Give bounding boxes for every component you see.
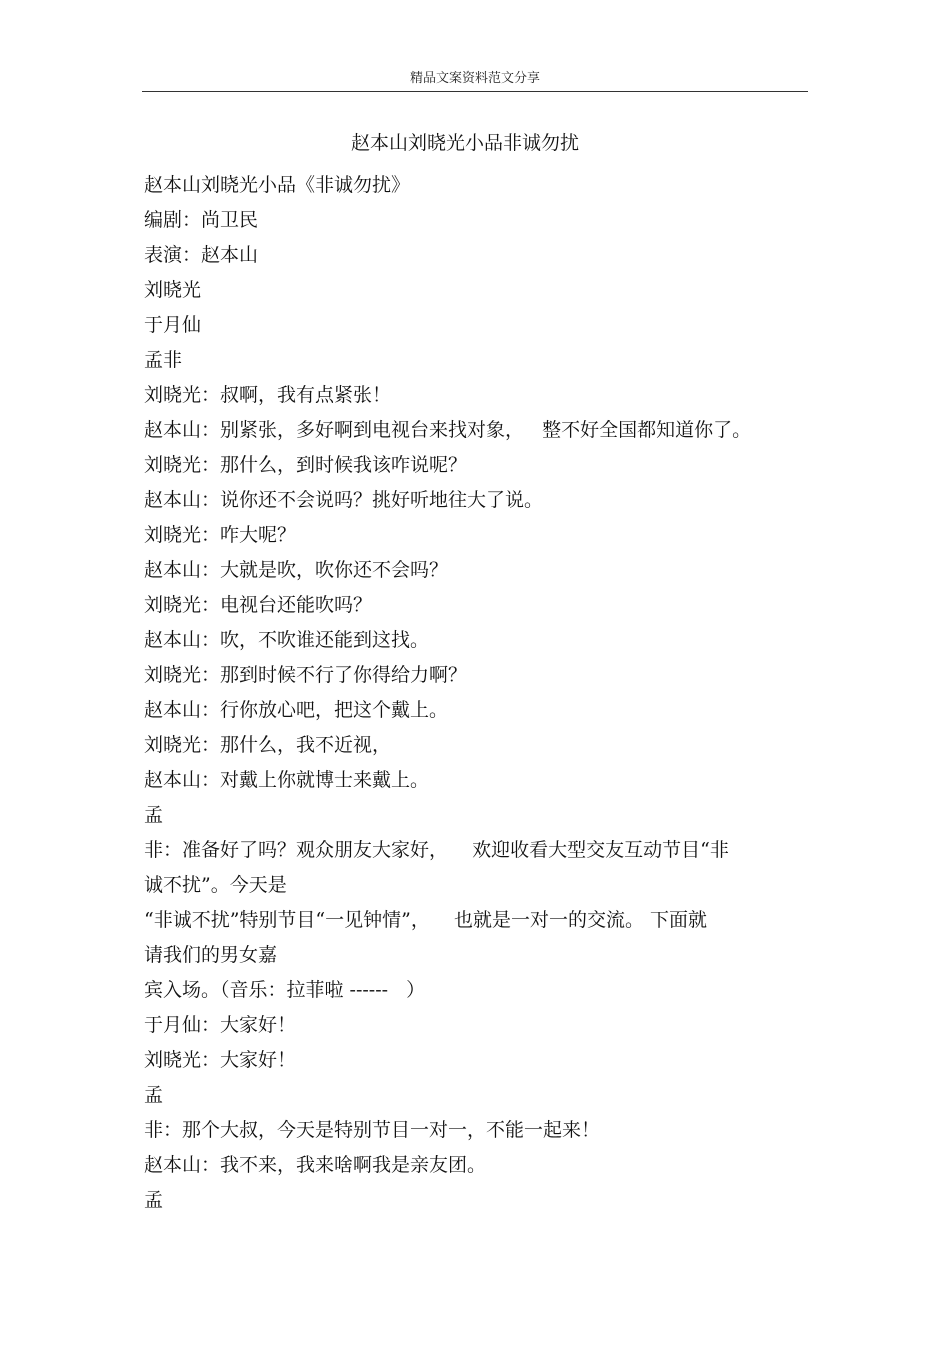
text-line: 刘晓光：那什么，我不近视， — [144, 734, 392, 756]
text-line: 赵本山刘晓光小品《非诚勿扰》 — [144, 174, 411, 196]
document-title: 赵本山刘晓光小品非诚勿扰 — [350, 132, 579, 154]
text-line: 刘晓光 — [144, 279, 202, 301]
text-line: 刘晓光：叔啊，我有点紧张！ — [144, 384, 392, 406]
text-line: 赵本山：我不来，我来啥啊我是亲友团。 — [144, 1154, 487, 1176]
text-line: 请我们的男女嘉 — [144, 944, 278, 966]
text-line: 非：那个大叔，今天是特别节目一对一，不能一起来！ — [144, 1119, 601, 1141]
text-line: 宾入场。（音乐：拉菲啦 ------ ） — [144, 979, 426, 1001]
text-line: 于月仙 — [144, 314, 202, 336]
text-line: 刘晓光：那什么，到时候我该咋说呢？ — [144, 454, 468, 476]
text-line: 赵本山：对戴上你就博士来戴上。 — [144, 769, 430, 791]
text-line: 赵本山：说你还不会说吗？挑好听地往大了说。 — [144, 489, 544, 511]
text-line: 赵本山：大就是吹，吹你还不会吗？ — [144, 559, 449, 581]
text-line: 刘晓光：电视台还能吹吗？ — [144, 594, 373, 616]
text-line: 编剧：尚卫民 — [144, 209, 259, 231]
text-line: 赵本山：吹，不吹谁还能到这找。 — [144, 629, 430, 651]
text-line: 孟 — [144, 1084, 164, 1106]
text-line: 孟 — [144, 804, 164, 826]
text-line: 刘晓光：大家好！ — [144, 1049, 297, 1071]
text-line: 刘晓光：咋大呢？ — [144, 524, 297, 546]
text-line: 诚不扰”。今天是 — [144, 874, 287, 896]
header-divider — [142, 91, 808, 92]
text-line: “非诚不扰”特别节目“一见钟情”， 也就是一对一的交流。 下面就 — [144, 909, 708, 931]
text-line: 非：准备好了吗？观众朋友大家好， 欢迎收看大型交友互动节目“非 — [144, 839, 729, 861]
text-line: 赵本山：别紧张，多好啊到电视台来找对象， 整不好全国都知道你了。 — [144, 419, 752, 441]
text-line: 孟非 — [144, 349, 183, 371]
page-header: 精品文案资料范文分享 — [409, 71, 540, 86]
text-line: 赵本山：行你放心吧，把这个戴上。 — [144, 699, 449, 721]
text-line: 表演：赵本山 — [144, 244, 259, 266]
text-line: 孟 — [144, 1189, 164, 1211]
text-line: 刘晓光：那到时候不行了你得给力啊？ — [144, 664, 468, 686]
document-body — [144, 168, 809, 1218]
text-line: 于月仙：大家好！ — [144, 1014, 297, 1036]
